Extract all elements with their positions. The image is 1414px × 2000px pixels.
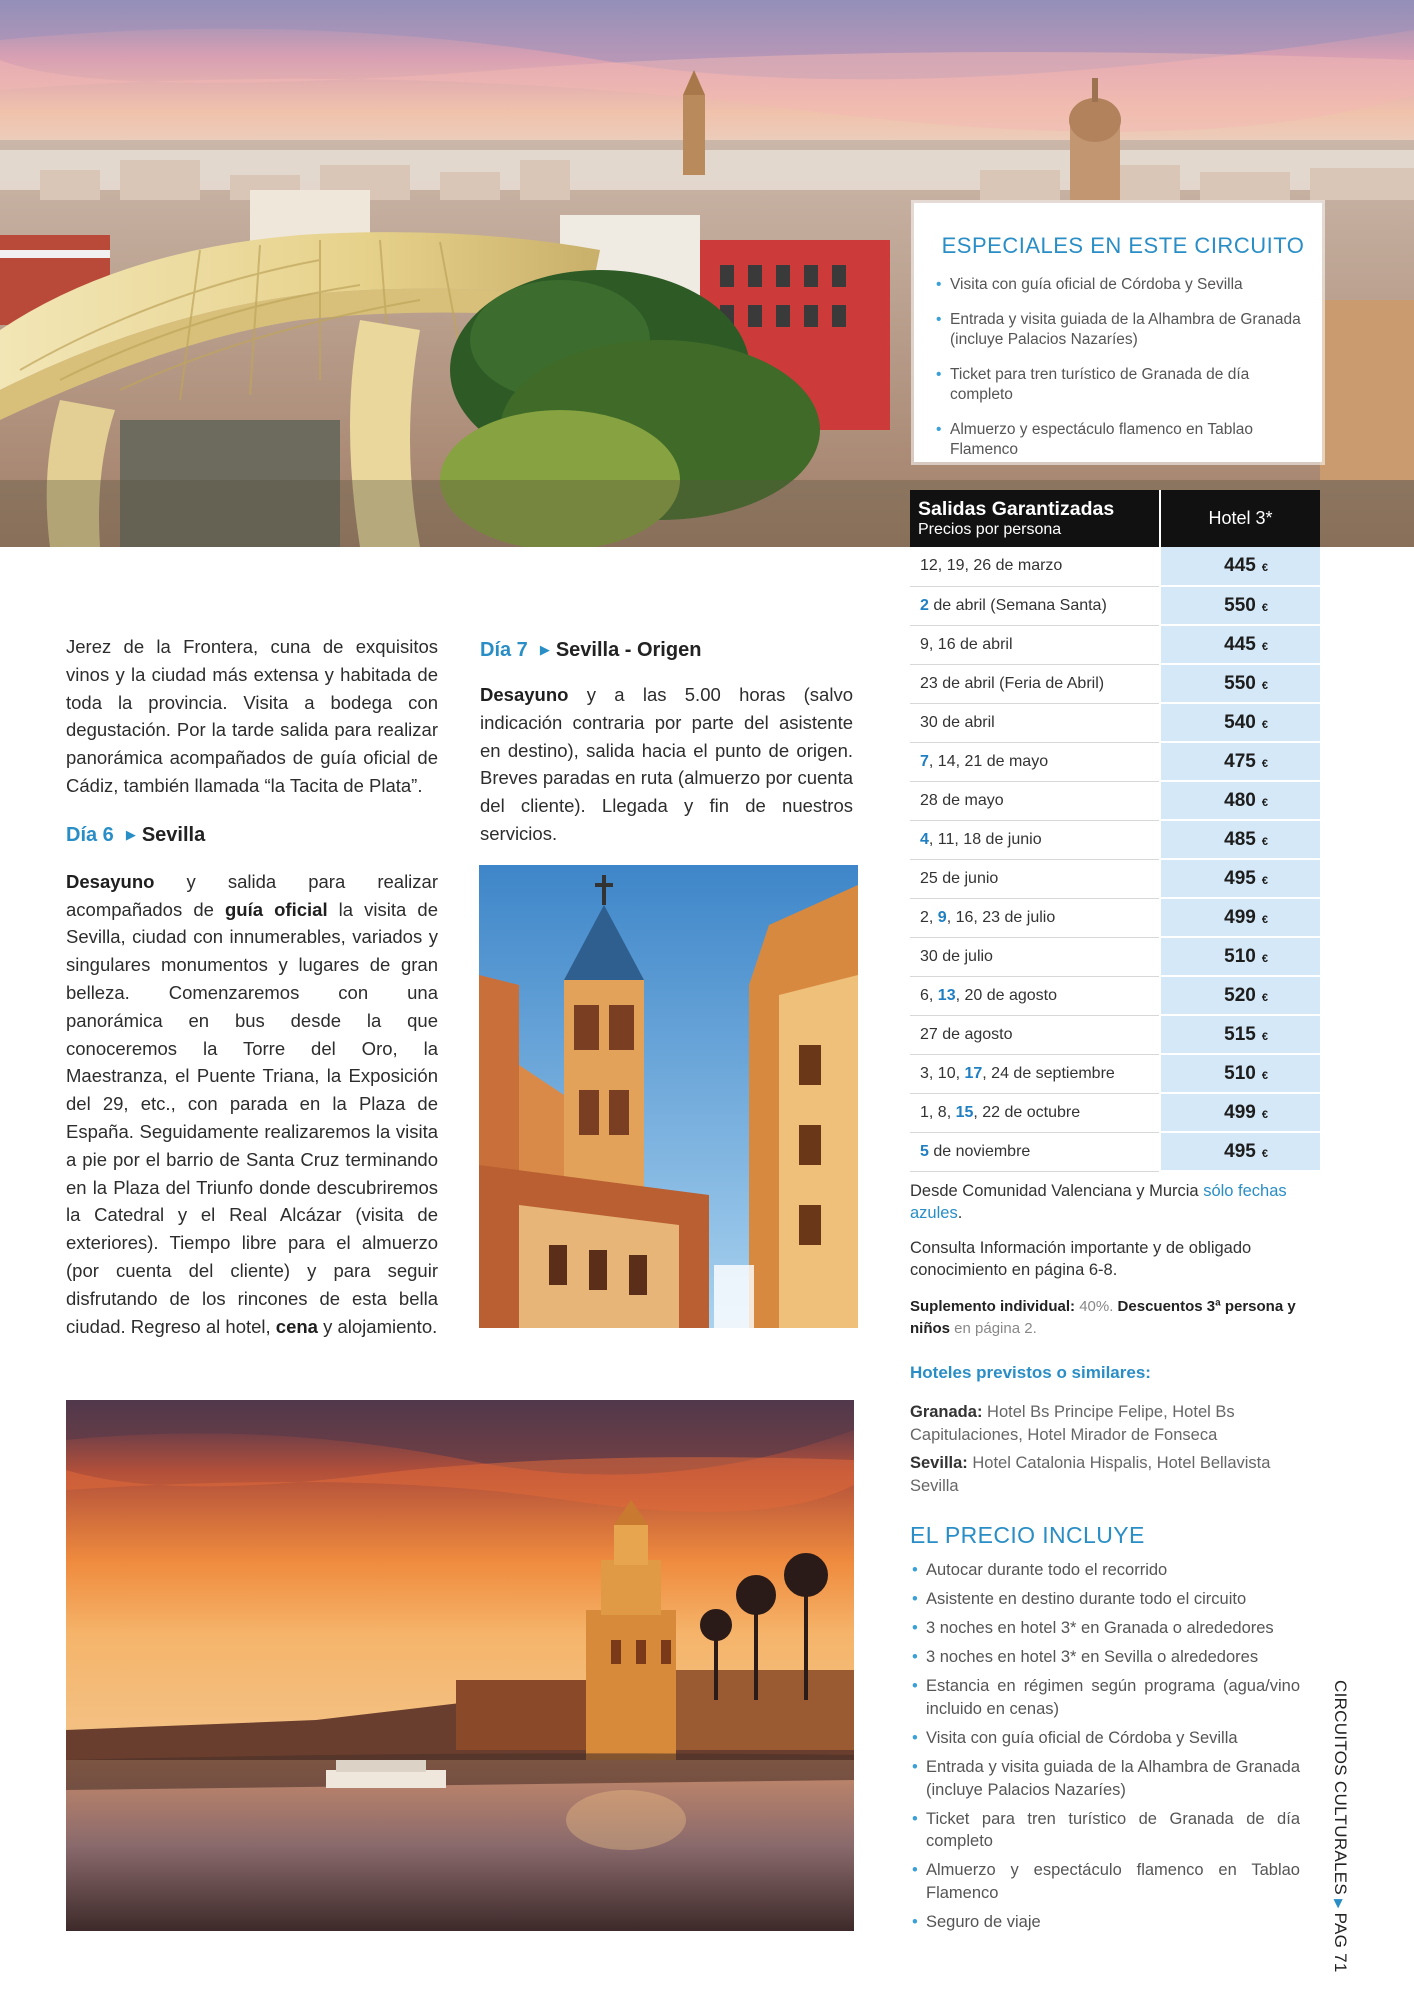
includes-item: • Ticket para tren turístico de Granada de día completo [910, 1808, 1300, 1853]
date-prefix: 6, [920, 986, 938, 1004]
price-row [910, 1054, 1320, 1093]
day6-place: Sevilla [141, 823, 206, 846]
specials-list [934, 275, 1312, 460]
euro-symbol: € [1261, 1147, 1268, 1160]
specials-item: • Visita con guía oficial de Córdoba y Sevilla [934, 275, 1312, 295]
includes-item: • Autocar durante todo el recorrido [910, 1559, 1300, 1582]
departure-date [910, 586, 1160, 625]
price-row [910, 1132, 1320, 1171]
price-row [910, 664, 1320, 703]
date-text: , 16, 23 de julio [946, 908, 1056, 926]
date-text: 30 de julio [920, 947, 993, 965]
includes-item: • Almuerzo y espectáculo flamenco en Tablao Flamenco [910, 1859, 1300, 1904]
price-row [910, 781, 1320, 820]
date-text: 12, 19, 26 de marzo [920, 557, 1063, 575]
price-cell [1160, 547, 1320, 586]
price-table-body [910, 547, 1320, 1171]
departure-date [910, 1054, 1160, 1093]
euro-symbol: € [1261, 1069, 1268, 1082]
triangle-right-icon: ▶ [125, 826, 136, 842]
photo-torre-del-oro [66, 1400, 854, 1931]
highlighted-date: 9 [937, 908, 947, 926]
bold-word: guía oficial [225, 898, 328, 920]
specials-item: • Entrada y visita guiada de la Alhambra de Granada (incluye Palacios Nazaríes) [934, 310, 1312, 350]
euro-symbol: € [1261, 679, 1268, 692]
price-row [910, 703, 1320, 742]
date-prefix: 3, 10, [920, 1064, 965, 1082]
highlighted-date: 7 [920, 752, 929, 770]
day7-number: Día 7 [480, 639, 528, 661]
specials-item: • Ticket para tren turístico de Granada de día completo [934, 365, 1312, 405]
date-text: , 24 de septiembre [982, 1064, 1115, 1082]
hotel-granada-value: Hotel Bs Principe Felipe, Hotel Bs Capitulaciones, Hotel Mirador de Fonseca [910, 1403, 1235, 1444]
intro-paragraph: Jerez de la Frontera, cuna de exquisitos vinos y la ciudad más extensa y habitada de toda la provincia. Visita a bodega con degustación. Por la tarde salida para realizar panorámica acompañados de guía oficial de Cádiz, también llamada “la Tacita de Plata”. [66, 636, 438, 796]
price-value: 510 [1224, 945, 1256, 967]
euro-symbol: € [1261, 1108, 1268, 1121]
descuentos-value: en página 2. [950, 1320, 1037, 1337]
suplemento-note [910, 1296, 1320, 1340]
departure-date [910, 1093, 1160, 1132]
euro-symbol: € [1261, 1030, 1268, 1043]
price-value: 495 [1224, 867, 1256, 889]
highlighted-date: 4 [920, 830, 929, 848]
price-row [910, 1093, 1320, 1132]
highlighted-date: 17 [964, 1064, 983, 1082]
hotel-sevilla-label: Sevilla: [910, 1454, 968, 1472]
price-value: 485 [1224, 828, 1256, 850]
price-cell [1160, 859, 1320, 898]
date-text: 25 de junio [920, 869, 999, 887]
header-sub: Precios por persona [918, 520, 1062, 538]
euro-symbol: € [1261, 562, 1268, 574]
departure-date [910, 1015, 1160, 1054]
euro-symbol: € [1261, 874, 1268, 887]
highlighted-date: 15 [955, 1103, 974, 1121]
consulta-note: Consulta Información importante y de obligado conocimiento en página 6-8. [910, 1239, 1252, 1279]
day6-heading [66, 822, 438, 848]
departure-date [910, 781, 1160, 820]
price-cell [1160, 586, 1320, 625]
day6-paragraph [66, 868, 438, 1341]
text-run: Desde Comunidad Valenciana y Murcia [910, 1182, 1204, 1200]
date-text: , 20 de agosto [955, 986, 1058, 1004]
header-main: Salidas Garantizadas [918, 497, 1115, 520]
price-cell [1160, 664, 1320, 703]
price-row [910, 586, 1320, 625]
page-number: PAG 71 [1331, 1912, 1350, 1973]
price-cell [1160, 976, 1320, 1015]
suplemento-value: 40%. [1079, 1298, 1114, 1315]
price-row [910, 898, 1320, 937]
price-cell [1160, 625, 1320, 664]
hotels-title: Hoteles previstos o similares: [910, 1363, 1151, 1382]
text-run: y alojamiento. [317, 1315, 438, 1337]
price-value: 495 [1224, 1140, 1256, 1162]
includes-item: • Estancia en régimen según programa (agua/vino incluido en cenas) [910, 1675, 1300, 1720]
euro-symbol: € [1261, 718, 1268, 731]
price-row [910, 937, 1320, 976]
price-row [910, 625, 1320, 664]
includes-item: • Seguro de viaje [910, 1911, 1300, 1934]
price-value: 550 [1224, 672, 1256, 694]
section-name: CIRCUITOS CULTURALES [1331, 1680, 1350, 1896]
price-cell [1160, 781, 1320, 820]
euro-symbol: € [1261, 757, 1268, 770]
departure-date [910, 703, 1160, 742]
includes-item: • Asistente en destino durante todo el circuito [910, 1588, 1300, 1611]
price-value: 445 [1224, 633, 1256, 655]
hotel-granada [910, 1401, 1290, 1447]
price-row [910, 820, 1320, 859]
date-text: de abril (Semana Santa) [928, 596, 1107, 614]
price-table [910, 490, 1320, 1172]
date-text: 30 de abril [920, 713, 995, 731]
price-cell [1160, 1054, 1320, 1093]
includes-item: • 3 noches en hotel 3* en Sevilla o alrededores [910, 1646, 1300, 1669]
text-run: y a las 5.00 horas (salvo indicación contraria por parte del asistente en destino), salida hacia el punto de origen. Breves paradas en ruta (almuerzo por cuenta del cliente). Llegada y fin de nuestros servicios. [480, 684, 853, 844]
valencia-note [910, 1180, 1320, 1224]
price-table-header [910, 490, 1320, 547]
bold-word: Desayuno [480, 684, 569, 705]
price-table-block [910, 490, 1320, 1172]
price-cell [1160, 820, 1320, 859]
side-section-label [1331, 1680, 1365, 1973]
price-cell [1160, 898, 1320, 937]
euro-symbol: € [1261, 952, 1268, 965]
price-value: 515 [1224, 1023, 1256, 1045]
date-prefix: 1, 8, [920, 1103, 956, 1121]
price-value: 510 [1224, 1062, 1256, 1084]
bold-word: cena [275, 1315, 318, 1337]
price-value: 475 [1224, 750, 1256, 772]
departure-date [910, 820, 1160, 859]
text-run: la visita de Sevilla, ciudad con innumerables, variados y singulares monumentos y lugares de gran belleza. Comenzaremos con una panorámica en bus desde la que conoceremos la Torre del Oro, la Maestranza, el Puente Triana, la Exposición del 29, etc., con parada en la Plaza de España. Seguidamente realizaremos la visita a pie por el barrio de Santa Cruz terminando en la Plaza del Triunfo donde descubriremos la Catedral y el Real Alcázar (visita de exteriores). Tiempo libre para el almuerzo (por cuenta del cliente) y para seguir disfrutando de los rincones de esta bella ciudad. Regreso al hotel, [66, 898, 438, 1337]
date-text: 9, 16 de abril [920, 635, 1013, 653]
price-cell [1160, 1093, 1320, 1132]
torre-del-oro-illustration [66, 1400, 854, 1931]
departure-date [910, 976, 1160, 1015]
departure-date [910, 625, 1160, 664]
price-row [910, 547, 1320, 586]
highlighted-date: 2 [920, 596, 929, 614]
date-prefix: 2, [920, 908, 938, 926]
triangle-right-icon: ▶ [1332, 1899, 1346, 1909]
middle-text-column [480, 637, 853, 848]
departure-date [910, 664, 1160, 703]
includes-item: • Entrada y visita guiada de la Alhambra de Granada (incluye Palacios Nazaríes) [910, 1756, 1300, 1801]
price-cell [1160, 937, 1320, 976]
price-row [910, 976, 1320, 1015]
departure-date [910, 547, 1160, 586]
day7-place: Sevilla - Origen [555, 639, 702, 661]
price-value: 520 [1224, 984, 1256, 1006]
price-row [910, 859, 1320, 898]
euro-symbol: € [1261, 796, 1268, 809]
bold-word: Desayuno [66, 870, 155, 892]
departure-date [910, 937, 1160, 976]
date-text: de noviembre [928, 1142, 1031, 1160]
triangle-right-icon: ▶ [539, 642, 550, 657]
departure-date [910, 1132, 1160, 1171]
side-label-text [1330, 1680, 1350, 1973]
price-value: 540 [1224, 711, 1256, 733]
date-text: , 22 de octubre [973, 1103, 1081, 1121]
hotel-sevilla-value: Hotel Catalonia Hispalis, Hotel Bellavista Sevilla [910, 1454, 1271, 1495]
euro-symbol: € [1261, 601, 1268, 614]
hotel-granada-label: Granada: [910, 1403, 983, 1421]
price-value: 499 [1224, 1101, 1256, 1123]
date-text: 23 de abril (Feria de Abril) [920, 674, 1105, 692]
date-text: 27 de agosto [920, 1025, 1013, 1043]
header-departures [910, 490, 1160, 547]
day6-number: Día 6 [66, 823, 114, 846]
date-text: , 14, 21 de mayo [928, 752, 1049, 770]
departure-date [910, 859, 1160, 898]
euro-symbol: € [1261, 835, 1268, 848]
includes-list [910, 1559, 1300, 1940]
price-cell [1160, 1132, 1320, 1171]
specials-box [914, 203, 1322, 462]
departure-date [910, 898, 1160, 937]
left-text-column [66, 633, 438, 1340]
price-row [910, 1015, 1320, 1054]
highlighted-date: 13 [937, 986, 956, 1004]
departure-date [910, 742, 1160, 781]
text-run: . [957, 1204, 963, 1222]
church-tower-illustration [479, 865, 858, 1328]
includes-item: • 3 noches en hotel 3* en Granada o alrededores [910, 1617, 1300, 1640]
day7-heading [480, 637, 853, 663]
euro-symbol: € [1261, 640, 1268, 653]
euro-symbol: € [1261, 991, 1268, 1004]
text-run: y salida para realizar acompañados de [66, 870, 438, 920]
date-text: 28 de mayo [920, 791, 1004, 809]
price-value: 445 [1224, 555, 1256, 576]
header-hotel: Hotel 3* [1160, 490, 1320, 547]
descuentos-label: Descuentos 3ª persona y niños [910, 1298, 1296, 1337]
price-cell [1160, 742, 1320, 781]
specials-title: ESPECIALES EN ESTE CIRCUITO [941, 233, 1305, 258]
price-value: 550 [1224, 594, 1256, 616]
price-row [910, 742, 1320, 781]
photo-church-tower [479, 865, 858, 1328]
day7-paragraph [480, 681, 853, 848]
blue-dates-note: sólo fechas azules [910, 1182, 1287, 1222]
specials-item: • Almuerzo y espectáculo flamenco en Tablao Flamenco [934, 420, 1312, 460]
highlighted-date: 5 [920, 1142, 929, 1160]
suplemento-label: Suplemento individual: [910, 1298, 1080, 1315]
euro-symbol: € [1261, 913, 1268, 926]
date-text: , 11, 18 de junio [928, 830, 1042, 848]
includes-title: EL PRECIO INCLUYE [910, 1522, 1145, 1548]
price-cell [1160, 1015, 1320, 1054]
price-value: 480 [1224, 789, 1256, 811]
price-cell [1160, 703, 1320, 742]
price-value: 499 [1224, 906, 1256, 928]
includes-item: • Visita con guía oficial de Córdoba y Sevilla [910, 1727, 1300, 1750]
hotel-sevilla [910, 1452, 1290, 1498]
